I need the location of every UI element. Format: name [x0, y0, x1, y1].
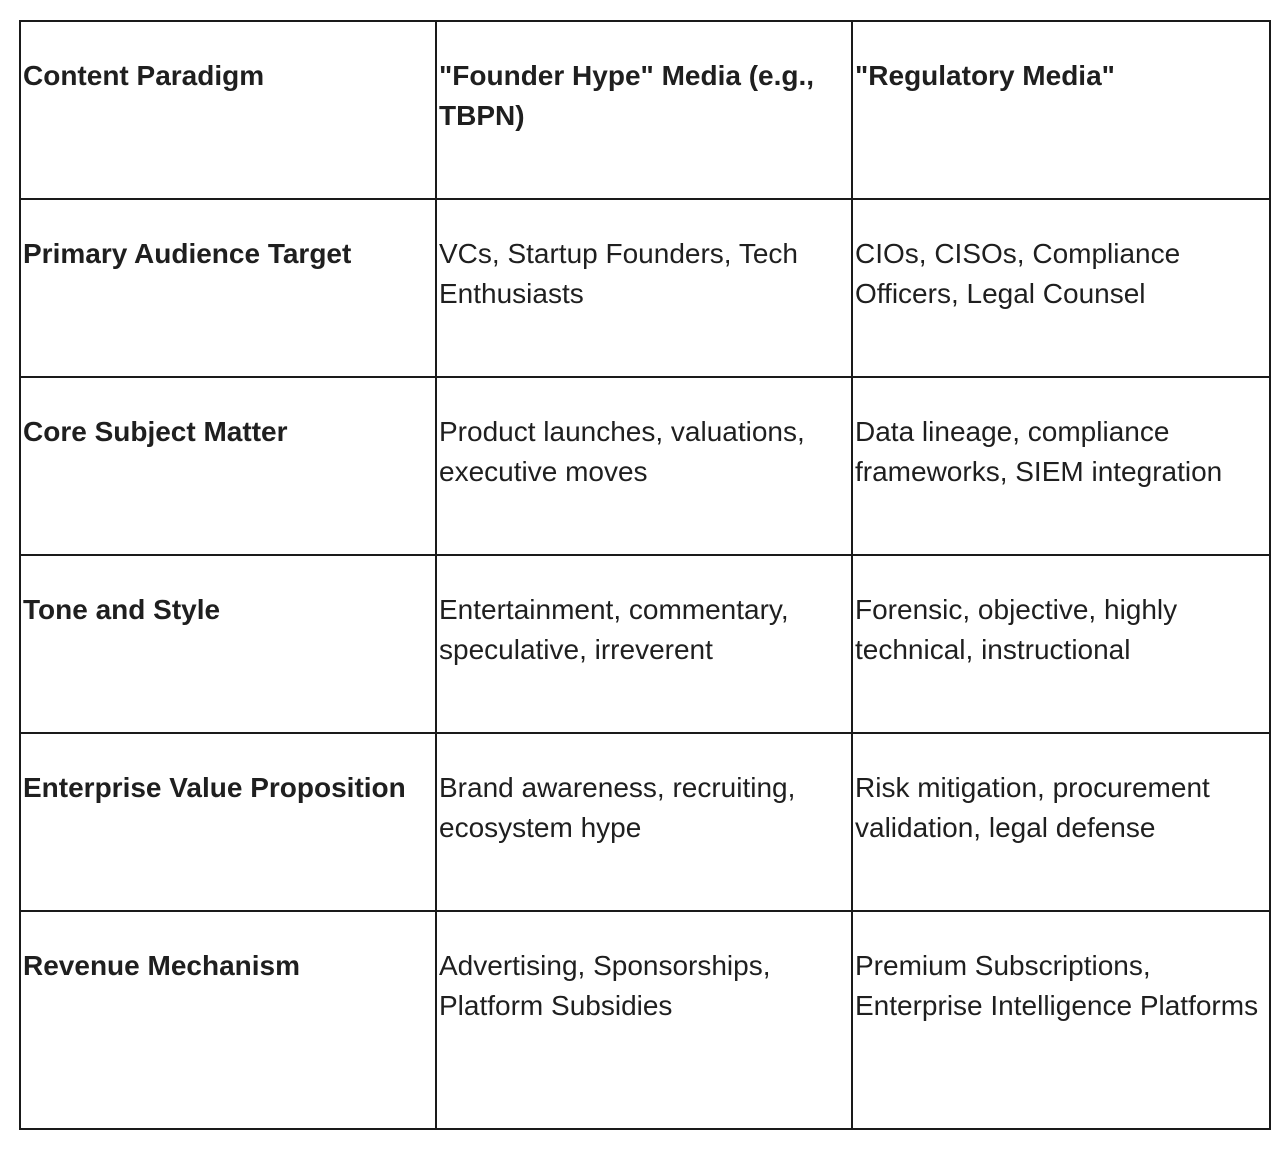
founder-hype-cell: Brand awareness, recruiting, ecosystem hype	[436, 733, 852, 911]
table-row	[20, 911, 1270, 1129]
row-label: Enterprise Value Proposition	[20, 733, 436, 911]
table-row	[20, 377, 1270, 555]
regulatory-cell: Risk mitigation, procurement validation, legal defense	[852, 733, 1270, 911]
regulatory-cell: Data lineage, compliance frameworks, SIEM integration	[852, 377, 1270, 555]
row-label: Tone and Style	[20, 555, 436, 733]
regulatory-cell: Forensic, objective, highly technical, instructional	[852, 555, 1270, 733]
founder-hype-cell: Entertainment, commentary, speculative, irreverent	[436, 555, 852, 733]
row-label: Revenue Mechanism	[20, 911, 436, 1129]
table-header-row	[20, 21, 1270, 199]
header-content-paradigm: Content Paradigm	[20, 21, 436, 199]
regulatory-cell: Premium Subscriptions, Enterprise Intelligence Platforms	[852, 911, 1270, 1129]
header-regulatory-media: "Regulatory Media"	[852, 21, 1270, 199]
founder-hype-cell: Advertising, Sponsorships, Platform Subsidies	[436, 911, 852, 1129]
row-label: Primary Audience Target	[20, 199, 436, 377]
table-row	[20, 199, 1270, 377]
row-label: Core Subject Matter	[20, 377, 436, 555]
regulatory-cell: CIOs, CISOs, Compliance Officers, Legal Counsel	[852, 199, 1270, 377]
founder-hype-cell: Product launches, valuations, executive moves	[436, 377, 852, 555]
table-row	[20, 555, 1270, 733]
table-row	[20, 733, 1270, 911]
comparison-table	[19, 20, 1271, 1130]
header-founder-hype-media: "Founder Hype" Media (e.g., TBPN)	[436, 21, 852, 199]
founder-hype-cell: VCs, Startup Founders, Tech Enthusiasts	[436, 199, 852, 377]
